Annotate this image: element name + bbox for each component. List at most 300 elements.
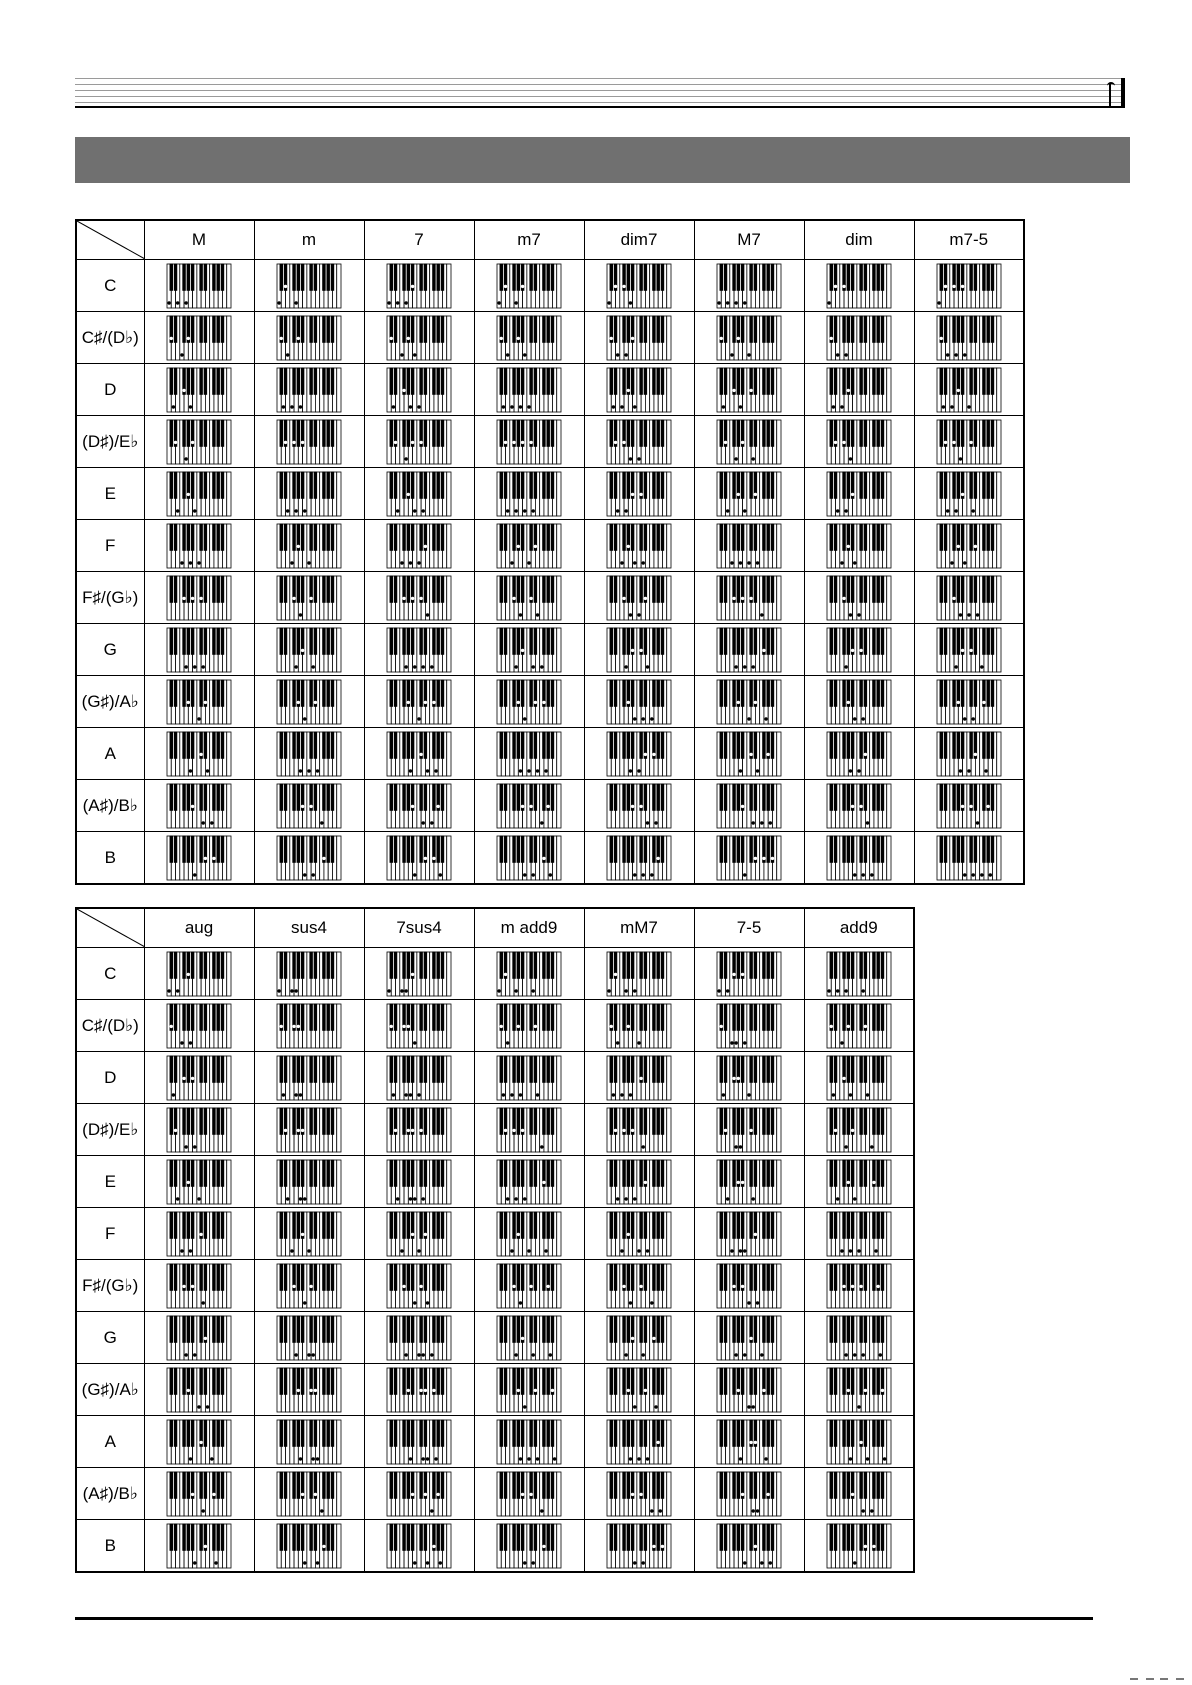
keyboard-diagram-icon <box>166 951 232 997</box>
keyboard-diagram-icon <box>936 367 1002 413</box>
chord-note-dot <box>189 405 192 408</box>
chord-note-dot <box>301 1492 304 1495</box>
keyboard-diagram-icon <box>386 575 452 621</box>
chord-note-dot <box>639 1284 642 1287</box>
chord-note-dot <box>394 440 397 443</box>
footer-rule <box>75 1617 1093 1620</box>
chord-note-dot <box>730 1249 733 1252</box>
chord-note-dot <box>309 596 312 599</box>
chord-note-dot <box>986 804 989 807</box>
chord-note-dot <box>297 1128 300 1131</box>
chord-note-dot <box>629 1457 632 1460</box>
chord-note-dot <box>523 717 526 720</box>
chord-note-dot <box>650 717 653 720</box>
chord-note-dot <box>749 1128 752 1131</box>
keyboard-diagram-icon <box>826 627 892 673</box>
chord-note-dot <box>193 1353 196 1356</box>
chord-cell <box>584 1416 694 1468</box>
keyboard-diagram-icon <box>496 1471 562 1517</box>
keyboard-diagram-icon <box>826 783 892 829</box>
column-header: M7 <box>694 220 804 260</box>
chord-note-dot <box>176 509 179 512</box>
chord-cell <box>584 1104 694 1156</box>
chord-note-dot <box>739 1457 742 1460</box>
keyboard-diagram-icon <box>166 1367 232 1413</box>
chord-note-dot <box>411 804 414 807</box>
chord-cell <box>694 1104 804 1156</box>
chord-note-dot <box>944 440 947 443</box>
keyboard-diagram-icon <box>386 1055 452 1101</box>
chord-cell <box>914 676 1024 728</box>
row-header: C♯/(D♭) <box>76 1000 144 1052</box>
chord-cell <box>144 1000 254 1052</box>
chord-note-dot <box>292 440 295 443</box>
chord-note-dot <box>646 1457 649 1460</box>
chord-cell <box>584 1208 694 1260</box>
keyboard-diagram-icon <box>826 471 892 517</box>
chord-note-dot <box>724 440 727 443</box>
chord-note-dot <box>954 509 957 512</box>
chord-note-dot <box>747 1301 750 1304</box>
chord-cell <box>804 780 914 832</box>
chord-cell <box>474 1364 584 1416</box>
chord-note-dot <box>527 769 530 772</box>
chord-note-dot <box>730 1041 733 1044</box>
chord-note-dot <box>197 1405 200 1408</box>
chord-note-dot <box>277 989 280 992</box>
chord-cell <box>364 1364 474 1416</box>
chord-cell <box>474 832 584 885</box>
chord-cell <box>144 948 254 1000</box>
chord-note-dot <box>280 1024 283 1027</box>
keyboard-diagram-icon <box>496 315 562 361</box>
chord-note-dot <box>963 353 966 356</box>
chord-note-dot <box>939 336 942 339</box>
chord-note-dot <box>434 1457 437 1460</box>
chord-note-dot <box>735 1041 738 1044</box>
chord-note-dot <box>521 1336 524 1339</box>
chord-note-dot <box>282 405 285 408</box>
keyboard-diagram-icon <box>386 679 452 725</box>
chord-note-dot <box>521 804 524 807</box>
chord-note-dot <box>747 1405 750 1408</box>
chord-note-dot <box>180 1041 183 1044</box>
keyboard-diagram-icon <box>166 263 232 309</box>
chord-note-dot <box>527 561 530 564</box>
chord-cell <box>364 260 474 312</box>
chord-cell <box>364 728 474 780</box>
chord-note-dot <box>652 1544 655 1547</box>
chord-note-dot <box>286 1197 289 1200</box>
chord-note-dot <box>519 1093 522 1096</box>
chord-note-dot <box>769 1561 772 1564</box>
chord-note-dot <box>411 972 414 975</box>
chord-note-dot <box>417 1353 420 1356</box>
chord-note-dot <box>295 1353 298 1356</box>
chord-cell <box>474 1468 584 1520</box>
chord-note-dot <box>551 1388 554 1391</box>
keyboard-diagram-icon <box>716 731 782 777</box>
chord-cell <box>364 1000 474 1052</box>
chord-note-dot <box>426 769 429 772</box>
chord-note-dot <box>616 1041 619 1044</box>
chord-note-dot <box>842 596 845 599</box>
chord-note-dot <box>752 821 755 824</box>
chord-cell <box>254 1156 364 1208</box>
chord-note-dot <box>515 665 518 668</box>
chord-note-dot <box>741 1180 744 1183</box>
chord-note-dot <box>834 440 837 443</box>
keyboard-diagram-icon <box>276 575 342 621</box>
keyboard-diagram-icon <box>276 1315 342 1361</box>
chord-note-dot <box>523 873 526 876</box>
chord-cell <box>584 1052 694 1104</box>
chord-note-dot <box>309 804 312 807</box>
chord-cell <box>254 364 364 416</box>
keyboard-diagram-icon <box>166 1523 232 1569</box>
keyboard-diagram-icon <box>826 1523 892 1569</box>
chord-note-dot <box>857 769 860 772</box>
chord-note-dot <box>845 353 848 356</box>
chord-note-dot <box>424 1492 427 1495</box>
chord-note-dot <box>743 301 746 304</box>
chord-note-dot <box>413 509 416 512</box>
chord-cell <box>804 520 914 572</box>
chord-note-dot <box>646 665 649 668</box>
chord-note-dot <box>547 1284 550 1287</box>
chord-note-dot <box>840 1249 843 1252</box>
chord-note-dot <box>536 1457 539 1460</box>
chord-note-dot <box>754 856 757 859</box>
chord-note-dot <box>312 665 315 668</box>
chord-note-dot <box>743 873 746 876</box>
keyboard-diagram-icon <box>166 1315 232 1361</box>
keyboard-diagram-icon <box>716 627 782 673</box>
chord-note-dot <box>409 405 412 408</box>
chord-note-dot <box>523 1405 526 1408</box>
chord-cell <box>254 1208 364 1260</box>
chord-cell <box>474 780 584 832</box>
keyboard-diagram-icon <box>606 731 672 777</box>
chord-cell <box>474 1156 584 1208</box>
keyboard-diagram-icon <box>386 471 452 517</box>
chord-note-dot <box>859 804 862 807</box>
chord-note-dot <box>314 1388 317 1391</box>
chord-note-dot <box>950 405 953 408</box>
chord-note-dot <box>400 989 403 992</box>
chord-note-dot <box>764 1457 767 1460</box>
chord-note-dot <box>407 336 410 339</box>
chord-note-dot <box>202 1509 205 1512</box>
row-header: G <box>76 1312 144 1364</box>
chord-note-dot <box>187 492 190 495</box>
keyboard-diagram-icon <box>276 835 342 881</box>
chord-note-dot <box>284 440 287 443</box>
chord-cell <box>364 416 474 468</box>
chord-note-dot <box>529 440 532 443</box>
chord-note-dot <box>314 700 317 703</box>
chord-cell <box>254 468 364 520</box>
chord-note-dot <box>952 284 955 287</box>
chord-note-dot <box>295 301 298 304</box>
chord-cell <box>694 1260 804 1312</box>
keyboard-diagram-icon <box>276 731 342 777</box>
keyboard-diagram-icon <box>606 951 672 997</box>
chord-note-dot <box>419 440 422 443</box>
chord-note-dot <box>424 700 427 703</box>
chord-note-dot <box>622 596 625 599</box>
chord-note-dot <box>517 700 520 703</box>
chord-note-dot <box>870 873 873 876</box>
chord-note-dot <box>954 665 957 668</box>
chord-note-dot <box>969 440 972 443</box>
chord-note-dot <box>857 1249 860 1252</box>
chord-cell <box>694 416 804 468</box>
chord-note-dot <box>303 1301 306 1304</box>
chord-note-dot <box>309 1388 312 1391</box>
chord-note-dot <box>307 1249 310 1252</box>
keyboard-diagram-icon <box>496 471 562 517</box>
table-row <box>76 676 1024 728</box>
chord-note-dot <box>515 301 518 304</box>
chord-note-dot <box>394 1128 397 1131</box>
keyboard-diagram-icon <box>716 523 782 569</box>
chord-note-dot <box>756 769 759 772</box>
chord-cell <box>364 780 474 832</box>
chord-cell <box>584 260 694 312</box>
keyboard-diagram-icon <box>826 1367 892 1413</box>
chord-note-dot <box>767 752 770 755</box>
keyboard-diagram-icon <box>716 1523 782 1569</box>
chord-cell <box>804 1416 914 1468</box>
table-row <box>76 1468 914 1520</box>
keyboard-diagram-icon <box>496 1055 562 1101</box>
keyboard-diagram-icon <box>386 1159 452 1205</box>
chord-note-dot <box>417 717 420 720</box>
keyboard-diagram-icon <box>276 1471 342 1517</box>
chord-note-dot <box>411 1232 414 1235</box>
keyboard-diagram-icon <box>166 1107 232 1153</box>
chord-note-dot <box>625 665 628 668</box>
chord-note-dot <box>497 989 500 992</box>
chord-note-dot <box>851 1492 854 1495</box>
table-row <box>76 1104 914 1156</box>
chord-note-dot <box>863 1544 866 1547</box>
column-header: dim7 <box>584 220 694 260</box>
keyboard-diagram-icon <box>936 679 1002 725</box>
chord-note-dot <box>963 717 966 720</box>
chord-note-dot <box>642 717 645 720</box>
chord-note-dot <box>510 1249 513 1252</box>
chord-note-dot <box>396 301 399 304</box>
chord-note-dot <box>504 440 507 443</box>
chord-note-dot <box>720 1024 723 1027</box>
chord-note-dot <box>739 1249 742 1252</box>
table-row <box>76 1052 914 1104</box>
table-row <box>76 832 1024 885</box>
chord-note-dot <box>954 353 957 356</box>
chord-note-dot <box>500 336 503 339</box>
chord-note-dot <box>176 1197 179 1200</box>
keyboard-diagram-icon <box>276 627 342 673</box>
keyboard-diagram-icon <box>166 1419 232 1465</box>
keyboard-diagram-icon <box>826 1419 892 1465</box>
chord-note-dot <box>519 613 522 616</box>
chord-note-dot <box>853 717 856 720</box>
keyboard-diagram-icon <box>606 783 672 829</box>
chord-note-dot <box>413 353 416 356</box>
chord-note-dot <box>614 972 617 975</box>
chord-cell <box>144 312 254 364</box>
chord-note-dot <box>422 1197 425 1200</box>
chord-note-dot <box>437 804 440 807</box>
chord-cell <box>914 416 1024 468</box>
chord-note-dot <box>286 353 289 356</box>
chord-note-dot <box>834 284 837 287</box>
keyboard-diagram-icon <box>606 1419 672 1465</box>
keyboard-diagram-icon <box>386 835 452 881</box>
chord-cell <box>364 1104 474 1156</box>
chord-note-dot <box>532 1353 535 1356</box>
chord-note-dot <box>654 821 657 824</box>
chord-cell <box>474 520 584 572</box>
chord-cell <box>584 1364 694 1416</box>
chord-note-dot <box>847 544 850 547</box>
chord-note-dot <box>187 700 190 703</box>
keyboard-diagram-icon <box>166 783 232 829</box>
column-header: dim <box>804 220 914 260</box>
chord-note-dot <box>760 613 763 616</box>
chord-cell <box>254 416 364 468</box>
keyboard-diagram-icon <box>716 1471 782 1517</box>
chord-cell <box>144 1104 254 1156</box>
chord-note-dot <box>956 544 959 547</box>
chord-note-dot <box>661 1544 664 1547</box>
keyboard-diagram-icon <box>716 835 782 881</box>
chord-note-dot <box>622 1284 625 1287</box>
chord-note-dot <box>185 1353 188 1356</box>
chord-cell <box>804 1260 914 1312</box>
chord-note-dot <box>760 1561 763 1564</box>
keyboard-diagram-icon <box>716 1419 782 1465</box>
chord-note-dot <box>407 1388 410 1391</box>
chord-note-dot <box>732 388 735 391</box>
keyboard-diagram-icon <box>166 471 232 517</box>
chord-note-dot <box>402 388 405 391</box>
chord-note-dot <box>849 1249 852 1252</box>
chord-cell <box>144 1156 254 1208</box>
chord-note-dot <box>644 596 647 599</box>
keyboard-diagram-icon <box>826 1211 892 1257</box>
chord-note-dot <box>631 648 634 651</box>
chord-cell <box>914 728 1024 780</box>
chord-cell <box>694 1052 804 1104</box>
chord-cell <box>694 312 804 364</box>
chord-note-dot <box>743 665 746 668</box>
keyboard-diagram-icon <box>166 315 232 361</box>
chord-note-dot <box>521 648 524 651</box>
chord-note-dot <box>502 1093 505 1096</box>
chord-note-dot <box>193 1145 196 1148</box>
chord-note-dot <box>866 1093 869 1096</box>
column-header: m7 <box>474 220 584 260</box>
chord-cell <box>254 1104 364 1156</box>
chord-cell <box>364 1156 474 1208</box>
row-header: (G♯)/A♭ <box>76 1364 144 1416</box>
chord-note-dot <box>540 665 543 668</box>
chord-note-dot <box>741 596 744 599</box>
chord-note-dot <box>752 1509 755 1512</box>
chord-note-dot <box>517 336 520 339</box>
row-header: F♯/(G♭) <box>76 1260 144 1312</box>
chord-cell <box>144 676 254 728</box>
chord-note-dot <box>316 1457 319 1460</box>
keyboard-diagram-icon <box>276 1263 342 1309</box>
keyboard-diagram-icon <box>166 679 232 725</box>
chord-note-dot <box>876 1284 879 1287</box>
chord-note-dot <box>724 1128 727 1131</box>
chord-note-dot <box>504 1128 507 1131</box>
keyboard-diagram-icon <box>936 523 1002 569</box>
chord-note-dot <box>756 1509 759 1512</box>
column-header: add9 <box>804 908 914 948</box>
chord-note-dot <box>937 301 940 304</box>
chord-note-dot <box>627 700 630 703</box>
chord-note-dot <box>963 561 966 564</box>
chord-cell <box>584 624 694 676</box>
chord-note-dot <box>290 989 293 992</box>
chord-note-dot <box>185 1145 188 1148</box>
chord-cell <box>804 728 914 780</box>
chord-cell <box>914 624 1024 676</box>
chord-note-dot <box>309 1284 312 1287</box>
chord-note-dot <box>529 804 532 807</box>
chord-note-dot <box>853 561 856 564</box>
chord-note-dot <box>301 1128 304 1131</box>
chord-cell <box>144 1260 254 1312</box>
keyboard-diagram-icon <box>826 315 892 361</box>
chord-note-dot <box>861 1353 864 1356</box>
chord-note-dot <box>722 405 725 408</box>
column-header: mM7 <box>584 908 694 948</box>
keyboard-diagram-icon <box>496 1419 562 1465</box>
chord-note-dot <box>430 1353 433 1356</box>
chord-note-dot <box>185 301 188 304</box>
chord-note-dot <box>853 1561 856 1564</box>
row-header: (A♯)/B♭ <box>76 780 144 832</box>
chord-note-dot <box>631 336 634 339</box>
chord-note-dot <box>625 353 628 356</box>
chord-note-dot <box>836 353 839 356</box>
chord-cell <box>584 948 694 1000</box>
chord-note-dot <box>840 1041 843 1044</box>
chord-note-dot <box>631 804 634 807</box>
keyboard-diagram-icon <box>166 523 232 569</box>
chord-note-dot <box>297 1024 300 1027</box>
chord-note-dot <box>277 301 280 304</box>
keyboard-diagram-icon <box>606 1107 672 1153</box>
keyboard-diagram-icon <box>166 1003 232 1049</box>
chord-note-dot <box>652 1336 655 1339</box>
chord-note-dot <box>620 1093 623 1096</box>
keyboard-diagram-icon <box>826 575 892 621</box>
chord-note-dot <box>387 989 390 992</box>
row-header: C <box>76 260 144 312</box>
chord-note-dot <box>411 596 414 599</box>
chord-note-dot <box>639 492 642 495</box>
chord-note-dot <box>614 284 617 287</box>
chord-note-dot <box>840 561 843 564</box>
